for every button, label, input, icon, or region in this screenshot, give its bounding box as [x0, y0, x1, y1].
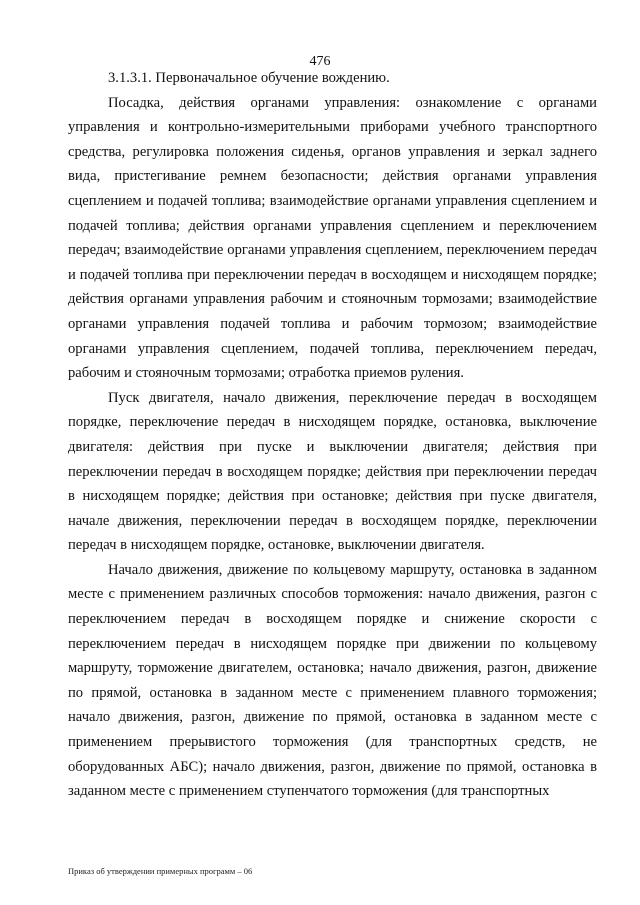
page-number: 476: [309, 54, 331, 69]
section-heading: 3.1.3.1. Первоначальное обучение вождению.: [108, 70, 390, 86]
paragraph-seating-controls: Посадка, действия органами управления: ознакомление с органами управления и контрольно-измерительными приборами учебного транспортного средства, регулировка положения сиденья, органов управления и зеркал заднего вида, пристегивание ремнем безопасности; действия органами управления сцеплением и подачей топлива; взаимодействие органами управления сцеплением и подачей топлива; действия органами управления сцеплением и переключением передач; взаимодействие органами управления сцеплением, переключением передач и подачей топлива при переключении передач в восходящем и нисходящем порядке; действия органами управления рабочим и стояночным тормозами; взаимодействие органами управления подачей топлива и рабочим тормозом; взаимодействие органами управления сцеплением, подачей топлива, переключением передач, рабочим и стояночным тормозами; отработка приемов руления.: [68, 94, 597, 382]
page-content: [68, 66, 597, 804]
paragraph-ring-route: Начало движения, движение по кольцевому маршруту, остановка в заданном месте с применением различных способов торможения: начало движения, разгон с переключением передач в восходящем порядке и снижение скорости с переключением передач в нисходящем порядке при движении по кольцевому маршруту, торможение двигателем, остановка; начало движения, разгон, движение по прямой, остановка в заданном месте с применением плавного торможения; начало движения, разгон, движение по прямой, остановка в заданном месте с применением прерывистого торможения (для транспортных средств, не оборудованных АБС); начало движения, разгон, движение по прямой, остановка в заданном месте с применением ступенчатого торможения (для транспортных: [68, 561, 597, 800]
paragraph-engine-start: Пуск двигателя, начало движения, переключение передач в восходящем порядке, переключение передач в нисходящем порядке, остановка, выключение двигателя: действия при пуске и выключении двигателя; действия при переключении передач в восходящем порядке; действия при переключении передач в нисходящем порядке; действия при остановке; действия при пуске двигателя, начале движения, переключении передач в восходящем порядке, переключении передач в нисходящем порядке, остановке, выключении двигателя.: [68, 389, 597, 554]
footer-note: Приказ об утверждении примерных программ – 06: [68, 866, 253, 876]
